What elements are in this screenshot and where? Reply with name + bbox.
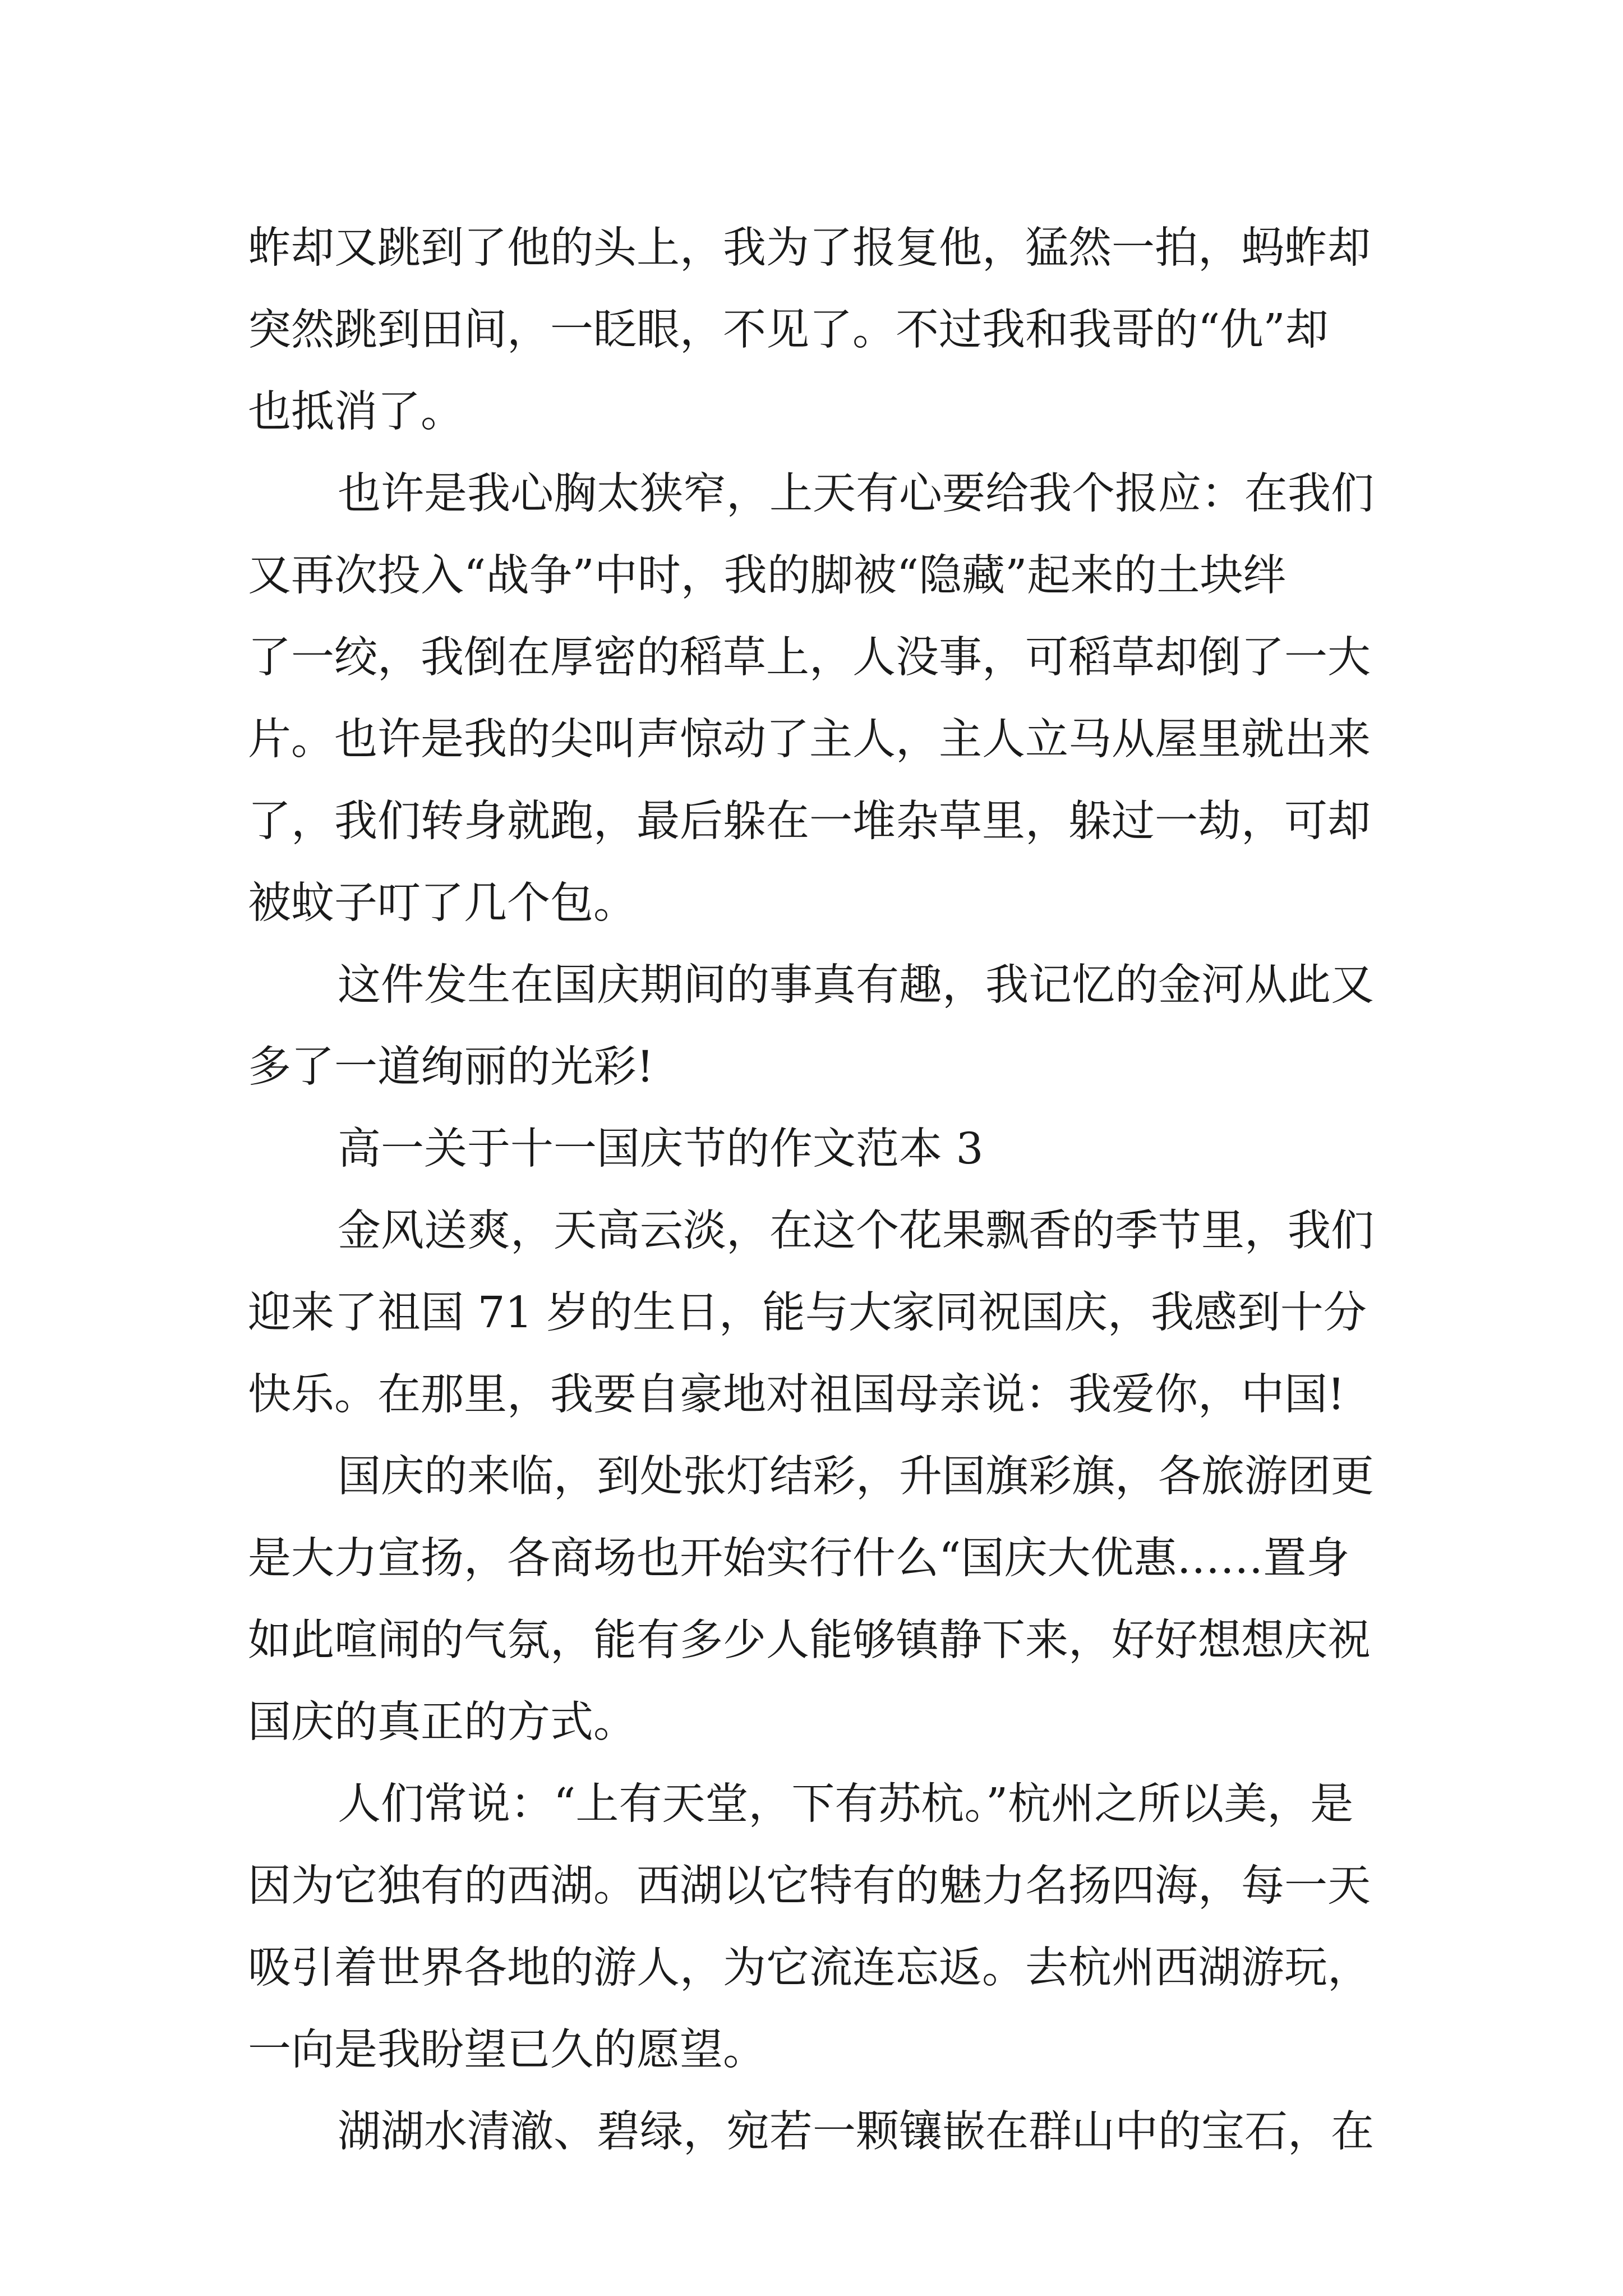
text-line: 一向是我盼望已久的愿望。 bbox=[248, 2025, 766, 2075]
text-line: 片。也许是我的尖叫声惊动了主人，主人立马从屋里就出来 bbox=[248, 715, 1371, 765]
text-line: 也抵消了。 bbox=[248, 387, 464, 437]
text-line: 国庆的真正的方式。 bbox=[248, 1697, 637, 1747]
paragraph-start-line: 湖湖水清澈、碧绿，宛若一颗镶嵌在群山中的宝石，在 bbox=[338, 2107, 1374, 2157]
text-line: 多了一道绚丽的光彩! bbox=[248, 1042, 654, 1092]
text-line: 快乐。在那里，我要自豪地对祖国母亲说：我爱你，中国! bbox=[248, 1370, 1345, 1420]
text-line: 突然跳到田间，一眨眼，不见了。不过我和我哥的“仇”却 bbox=[248, 305, 1329, 355]
paragraph-start-line: 金风送爽，天高云淡，在这个花果飘香的季节里，我们 bbox=[338, 1206, 1374, 1256]
text-line: 如此喧闹的气氛，能有多少人能够镇静下来，好好想想庆祝 bbox=[248, 1616, 1371, 1665]
paragraph-start-line: 也许是我心胸太狭窄，上天有心要给我个报应：在我们 bbox=[338, 469, 1374, 519]
paragraph-start-line: 人们常说：“上有天堂，下有苏杭。”杭州之所以美，是 bbox=[338, 1779, 1354, 1829]
text-line: 被蚊子叮了几个包。 bbox=[248, 878, 637, 928]
text-line: 是大力宣扬，各商场也开始实行什么“国庆大优惠……置身 bbox=[248, 1534, 1350, 1584]
section-heading: 高一关于十一国庆节的作文范本 3 bbox=[338, 1124, 984, 1174]
paragraph-start-line: 这件发生在国庆期间的事真有趣，我记忆的金河从此又 bbox=[338, 960, 1374, 1010]
text-line: 因为它独有的西湖。西湖以它特有的魅力名扬四海，每一天 bbox=[248, 1861, 1371, 1911]
text-line: 又再次投入“战争”中时，我的脚被“隐藏”起来的土块绊 bbox=[248, 551, 1287, 601]
text-line: 吸引着世界各地的游人，为它流连忘返。去杭州西湖游玩， bbox=[248, 1943, 1371, 1993]
text-line: 了，我们转身就跑，最后躲在一堆杂草里，躲过一劫，可却 bbox=[248, 797, 1371, 846]
document-body bbox=[248, 208, 1375, 2173]
text-line: 迎来了祖国 71 岁的生日，能与大家同祝国庆，我感到十分 bbox=[248, 1288, 1367, 1338]
text-line: 蚱却又跳到了他的头上，我为了报复他，猛然一拍，蚂蚱却 bbox=[248, 223, 1371, 273]
paragraph-start-line: 国庆的来临，到处张灯结彩，升国旗彩旗，各旅游团更 bbox=[338, 1452, 1374, 1502]
text-line: 了一绞，我倒在厚密的稻草上，人没事，可稻草却倒了一大 bbox=[248, 633, 1371, 683]
